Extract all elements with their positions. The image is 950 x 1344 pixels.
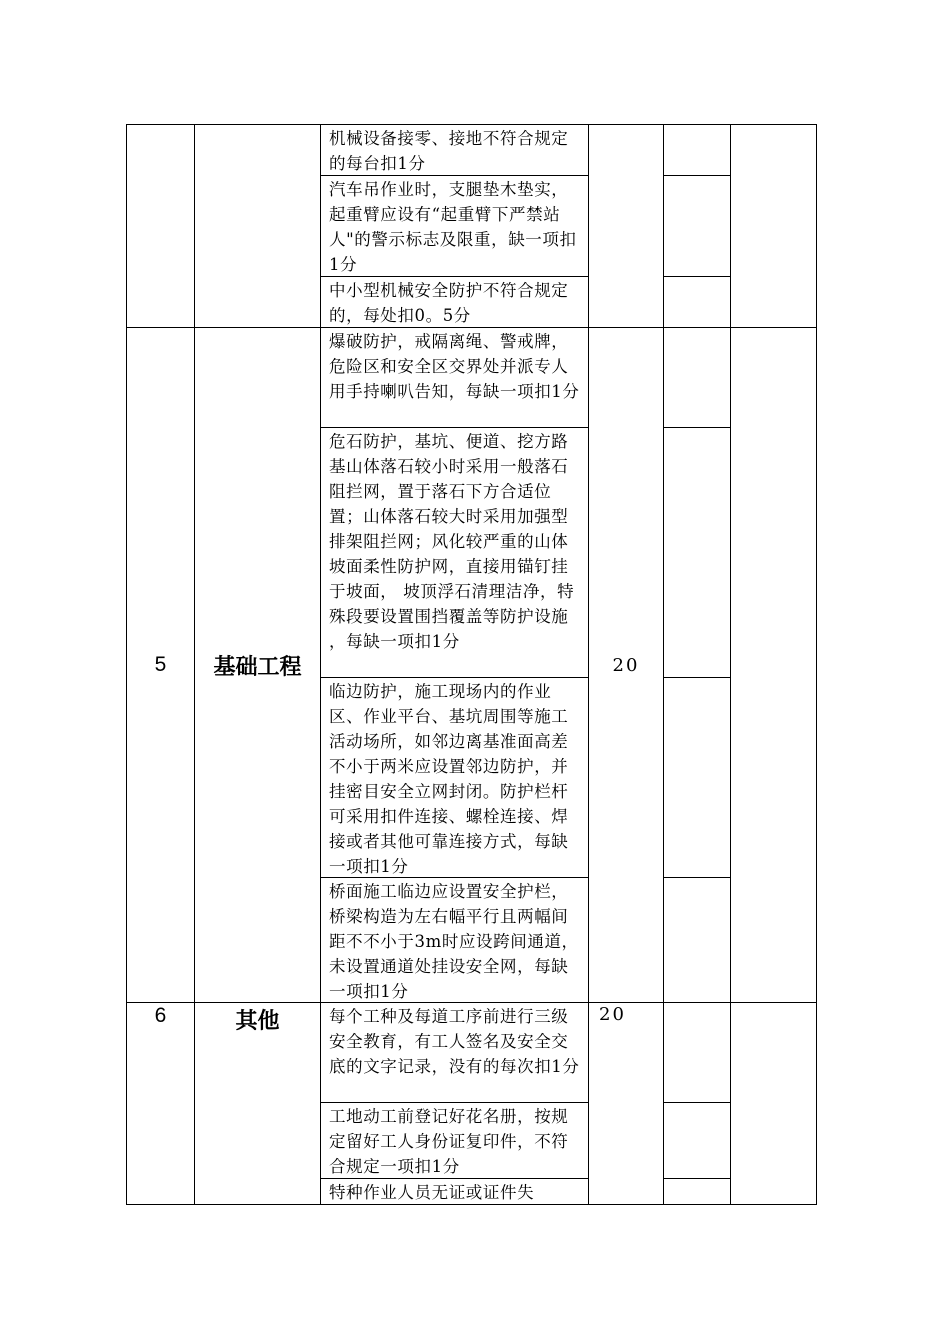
- deduction-cell: [664, 1003, 731, 1103]
- deduction-cell: [664, 678, 731, 878]
- criteria-item: 工地动工前登记好花名册，按规定留好工人身份证复印件，不符合规定一项扣1分: [321, 1103, 589, 1179]
- score-cell: 20: [589, 1003, 664, 1205]
- deduction-cell: [664, 328, 731, 428]
- criteria-item: 特种作业人员无证或证件失: [321, 1179, 589, 1205]
- remarks-cell: [731, 1003, 817, 1205]
- deduction-cell: [664, 125, 731, 176]
- deduction-cell: [664, 1103, 731, 1179]
- row-name-cell: 基础工程: [195, 328, 321, 1003]
- remarks-cell: [731, 125, 817, 328]
- criteria-item: 每个工种及每道工序前进行三级安全教育，有工人签名及安全交底的文字记录，没有的每次扣1分: [321, 1003, 589, 1103]
- criteria-item: 机械设备接零、接地不符合规定的每台扣1分: [321, 125, 589, 176]
- row-name-cell: [195, 125, 321, 328]
- row-number-cell: 6: [127, 1003, 195, 1205]
- criteria-item: 中小型机械安全防护不符合规定的，每处扣0。5分: [321, 277, 589, 328]
- criteria-item: 爆破防护，戒隔离绳、警戒牌，危险区和安全区交界处并派专人用手持喇叭告知，每缺一项扣1分: [321, 328, 589, 428]
- row-number-cell: [127, 125, 195, 328]
- criteria-item: 危石防护，基坑、便道、挖方路基山体落石较小时采用一般落石阻拦网，置于落石下方合适位置；山体落石较大时采用加强型排架阻拦网；风化较严重的山体坡面柔性防护网，直接用锚钉挂于坡面， 坡顶浮石清理洁净，特殊段要设置围挡覆盖等防护设施 ，每缺一项扣1分: [321, 428, 589, 678]
- deduction-cell: [664, 428, 731, 678]
- criteria-item: 桥面施工临边应设置安全护栏，桥梁构造为左右幅平行且两幅间距不不小于3m时应设跨间通道，未设置通道处挂设安全网，每缺一项扣1分: [321, 878, 589, 1003]
- row-name-cell: 其他: [195, 1003, 321, 1205]
- criteria-item: 临边防护，施工现场内的作业区、作业平台、基坑周围等施工活动场所，如邻边离基准面高差不小于两米应设置邻边防护，并挂密目安全立网封闭。防护栏杆可采用扣件连接、螺栓连接、焊接或者其他可靠连接方式，每缺一项扣1分: [321, 678, 589, 878]
- scoring-table: [126, 124, 817, 1205]
- criteria-item: 汽车吊作业时，支腿垫木垫实，起重臂应设有“起重臂下严禁站人"的警示标志及限重，缺一项扣1分: [321, 176, 589, 277]
- deduction-cell: [664, 176, 731, 277]
- score-cell: [589, 125, 664, 328]
- deduction-cell: [664, 878, 731, 1003]
- row-number-cell: 5: [127, 328, 195, 1003]
- remarks-cell: [731, 328, 817, 1003]
- score-cell: 20: [589, 328, 664, 1003]
- deduction-cell: [664, 277, 731, 328]
- deduction-cell: [664, 1179, 731, 1205]
